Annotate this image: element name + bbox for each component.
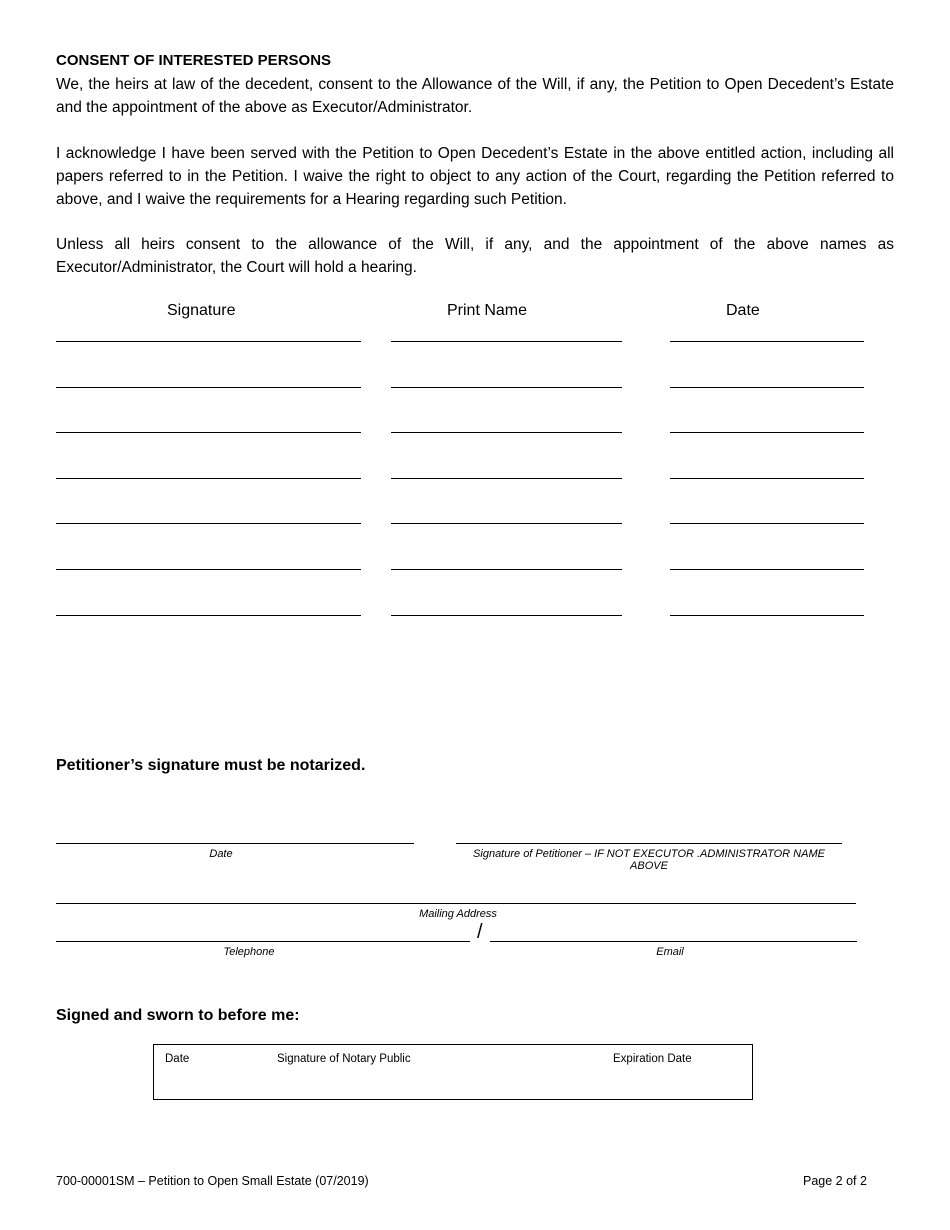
petitioner-signature-line[interactable] xyxy=(456,843,842,844)
contact-separator: / xyxy=(477,921,483,943)
date-line-row-1[interactable] xyxy=(670,341,864,342)
notary-signature-label: Signature of Notary Public xyxy=(277,1053,411,1065)
footer-page-number: Page 2 of 2 xyxy=(803,1174,867,1188)
print-name-line-row-2[interactable] xyxy=(391,387,622,388)
signature-line-row-5[interactable] xyxy=(56,523,361,524)
mailing-address-caption: Mailing Address xyxy=(419,908,497,920)
mailing-address-line[interactable] xyxy=(56,903,856,904)
email-line[interactable] xyxy=(490,941,857,942)
column-header-print-name: Print Name xyxy=(447,302,528,319)
email-caption: Email xyxy=(656,946,684,958)
signature-line-row-2[interactable] xyxy=(56,387,361,388)
signature-line-row-7[interactable] xyxy=(56,615,361,616)
telephone-caption: Telephone xyxy=(223,946,275,958)
consent-paragraph-2: I acknowledge I have been served with the Petition to Open Decedent’s Estate in the above entitled action, including all papers referred to in the Petition. I waive the right to object to any action of the Court, regarding the Petition referred to above, and I waive the requirements for a Hearing regarding such Petition. xyxy=(56,145,894,208)
column-header-signature: Signature xyxy=(167,302,236,319)
print-name-line-row-7[interactable] xyxy=(391,615,622,616)
date-line-row-2[interactable] xyxy=(670,387,864,388)
print-name-line-row-5[interactable] xyxy=(391,523,622,524)
date-line-row-7[interactable] xyxy=(670,615,864,616)
signature-line-row-6[interactable] xyxy=(56,569,361,570)
notarize-notice: Petitioner’s signature must be notarized. xyxy=(56,757,366,774)
column-header-date: Date xyxy=(726,302,760,319)
print-name-line-row-4[interactable] xyxy=(391,478,622,479)
print-name-line-row-3[interactable] xyxy=(391,432,622,433)
signature-line-row-3[interactable] xyxy=(56,432,361,433)
consent-heading: CONSENT OF INTERESTED PERSONS xyxy=(56,52,332,69)
consent-paragraph-1: We, the heirs at law of the decedent, consent to the Allowance of the Will, if any, the Petition to Open Decedent’s Estate and the appointment of the above as Executor/Administrator. xyxy=(56,76,894,116)
sworn-heading: Signed and sworn to before me: xyxy=(56,1007,300,1024)
date-line-row-6[interactable] xyxy=(670,569,864,570)
print-name-line-row-1[interactable] xyxy=(391,341,622,342)
signature-line-row-4[interactable] xyxy=(56,478,361,479)
print-name-line-row-6[interactable] xyxy=(391,569,622,570)
date-line-row-3[interactable] xyxy=(670,432,864,433)
petitioner-date-line[interactable] xyxy=(56,843,414,844)
footer-form-id: 700-00001SM – Petition to Open Small Estate (07/2019) xyxy=(56,1174,369,1188)
date-line-row-5[interactable] xyxy=(670,523,864,524)
notary-date-label: Date xyxy=(165,1053,190,1065)
telephone-line[interactable] xyxy=(56,941,470,942)
date-line-row-4[interactable] xyxy=(670,478,864,479)
signature-line-row-1[interactable] xyxy=(56,341,361,342)
petitioner-date-caption: Date xyxy=(209,848,233,860)
notary-expiration-label: Expiration Date xyxy=(613,1053,692,1065)
notary-box[interactable] xyxy=(153,1044,753,1100)
consent-paragraph-3: Unless all heirs consent to the allowance of the Will, if any, and the appointment of the above names as Executor/Administrator, the Court will hold a hearing. xyxy=(56,236,894,276)
petitioner-signature-caption: Signature of Petitioner – IF NOT EXECUTOR .ADMINISTRATOR NAME ABOVE xyxy=(473,848,825,872)
